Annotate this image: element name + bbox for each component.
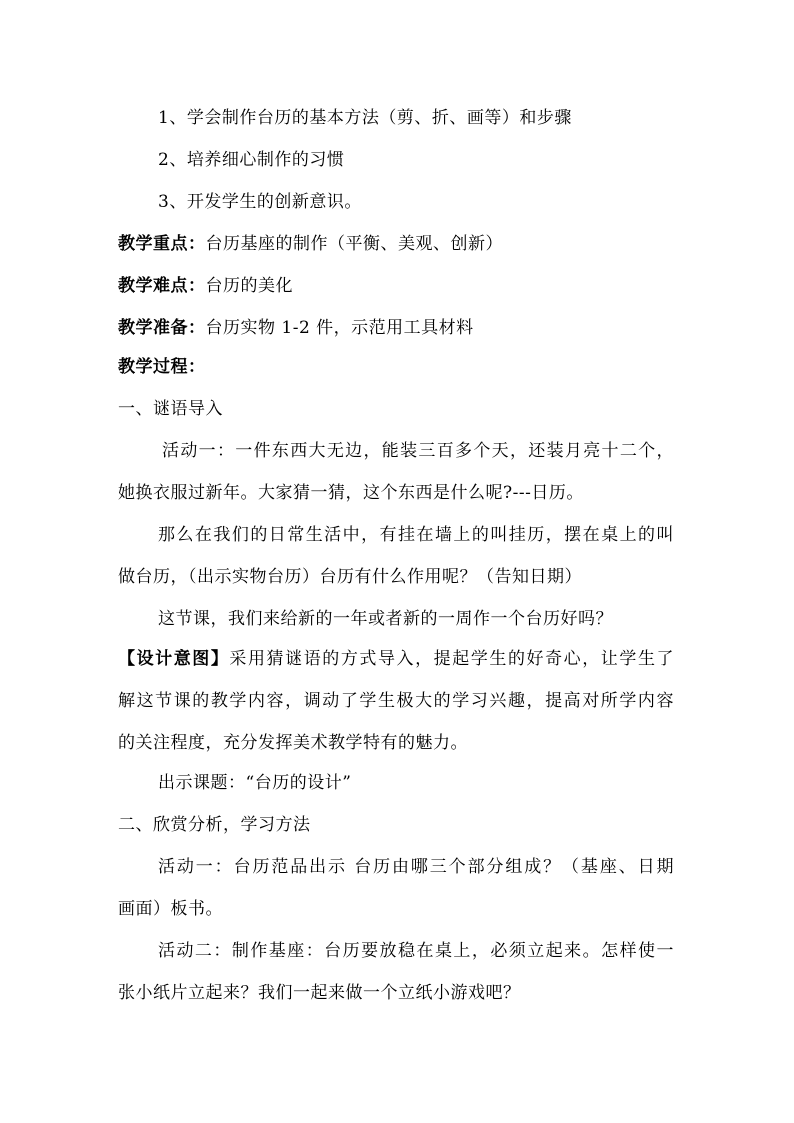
- preparation-label: 教学准备：: [118, 318, 206, 338]
- key-point-text: 台历基座的制作（平衡、美观、创新）: [205, 234, 503, 254]
- section1-para3: 这节课，我们来给新的一年或者新的一周作一个台历好吗？: [158, 609, 613, 629]
- objective-2: 2、培养细心制作的习惯: [158, 150, 345, 170]
- section2-activity1-line1: 活动一：台历范品出示 台历由哪三个部分组成？（基座、日期: [158, 857, 674, 877]
- section1-topic: 出示课题：“台历的设计”: [158, 773, 352, 793]
- section1-heading: 一、谜语导入: [118, 399, 223, 419]
- objective-3: 3、开发学生的创新意识。: [158, 192, 362, 212]
- section1-activity1-line1: 活动一：一件东西大无边，能装三百多个天，还装月亮十二个，: [162, 441, 674, 461]
- difficulty-text: 台历的美化: [205, 276, 293, 296]
- difficulty-label: 教学难点：: [118, 276, 206, 296]
- section2-activity1-line2: 画面）板书。: [118, 899, 223, 919]
- process-heading: 教学过程：: [118, 357, 206, 377]
- section2-heading: 二、欣赏分析，学习方法: [118, 815, 311, 835]
- design-intent-line1: [118, 648, 674, 670]
- section1-para2-line2: 做台历，（出示实物台历）台历有什么作用呢？（告知日期）: [118, 567, 582, 587]
- difficulty: [118, 275, 688, 297]
- design-intent-line3: 的关注程度，充分发挥美术教学特有的魅力。: [118, 733, 468, 753]
- objective-1: 1、学会制作台历的基本方法（剪、折、画等）和步骤: [158, 108, 572, 128]
- key-point: [118, 233, 688, 255]
- design-intent-text: 采用猜谜语的方式导入，提起学生的好奇心，让学生了: [229, 649, 675, 669]
- section1-activity1-line2: 她换衣服过新年。大家猜一猜，这个东西是什么呢?---日历。: [118, 483, 584, 503]
- preparation: [118, 317, 688, 339]
- design-intent-label: 【设计意图】: [118, 649, 230, 669]
- preparation-text: 台历实物 1-2 件，示范用工具材料: [205, 318, 474, 338]
- design-intent-line2: 解这节课的教学内容，调动了学生极大的学习兴趣，提高对所学内容: [118, 691, 674, 711]
- section2-activity2-line1: 活动二：制作基座：台历要放稳在桌上，必须立起来。怎样使一: [158, 941, 674, 961]
- section2-activity2-line2: 张小纸片立起来？我们一起来做一个立纸小游戏吧？: [118, 983, 521, 1003]
- key-point-label: 教学重点：: [118, 234, 206, 254]
- section1-para2-line1: 那么在我们的日常生活中，有挂在墙上的叫挂历，摆在桌上的叫: [158, 525, 674, 545]
